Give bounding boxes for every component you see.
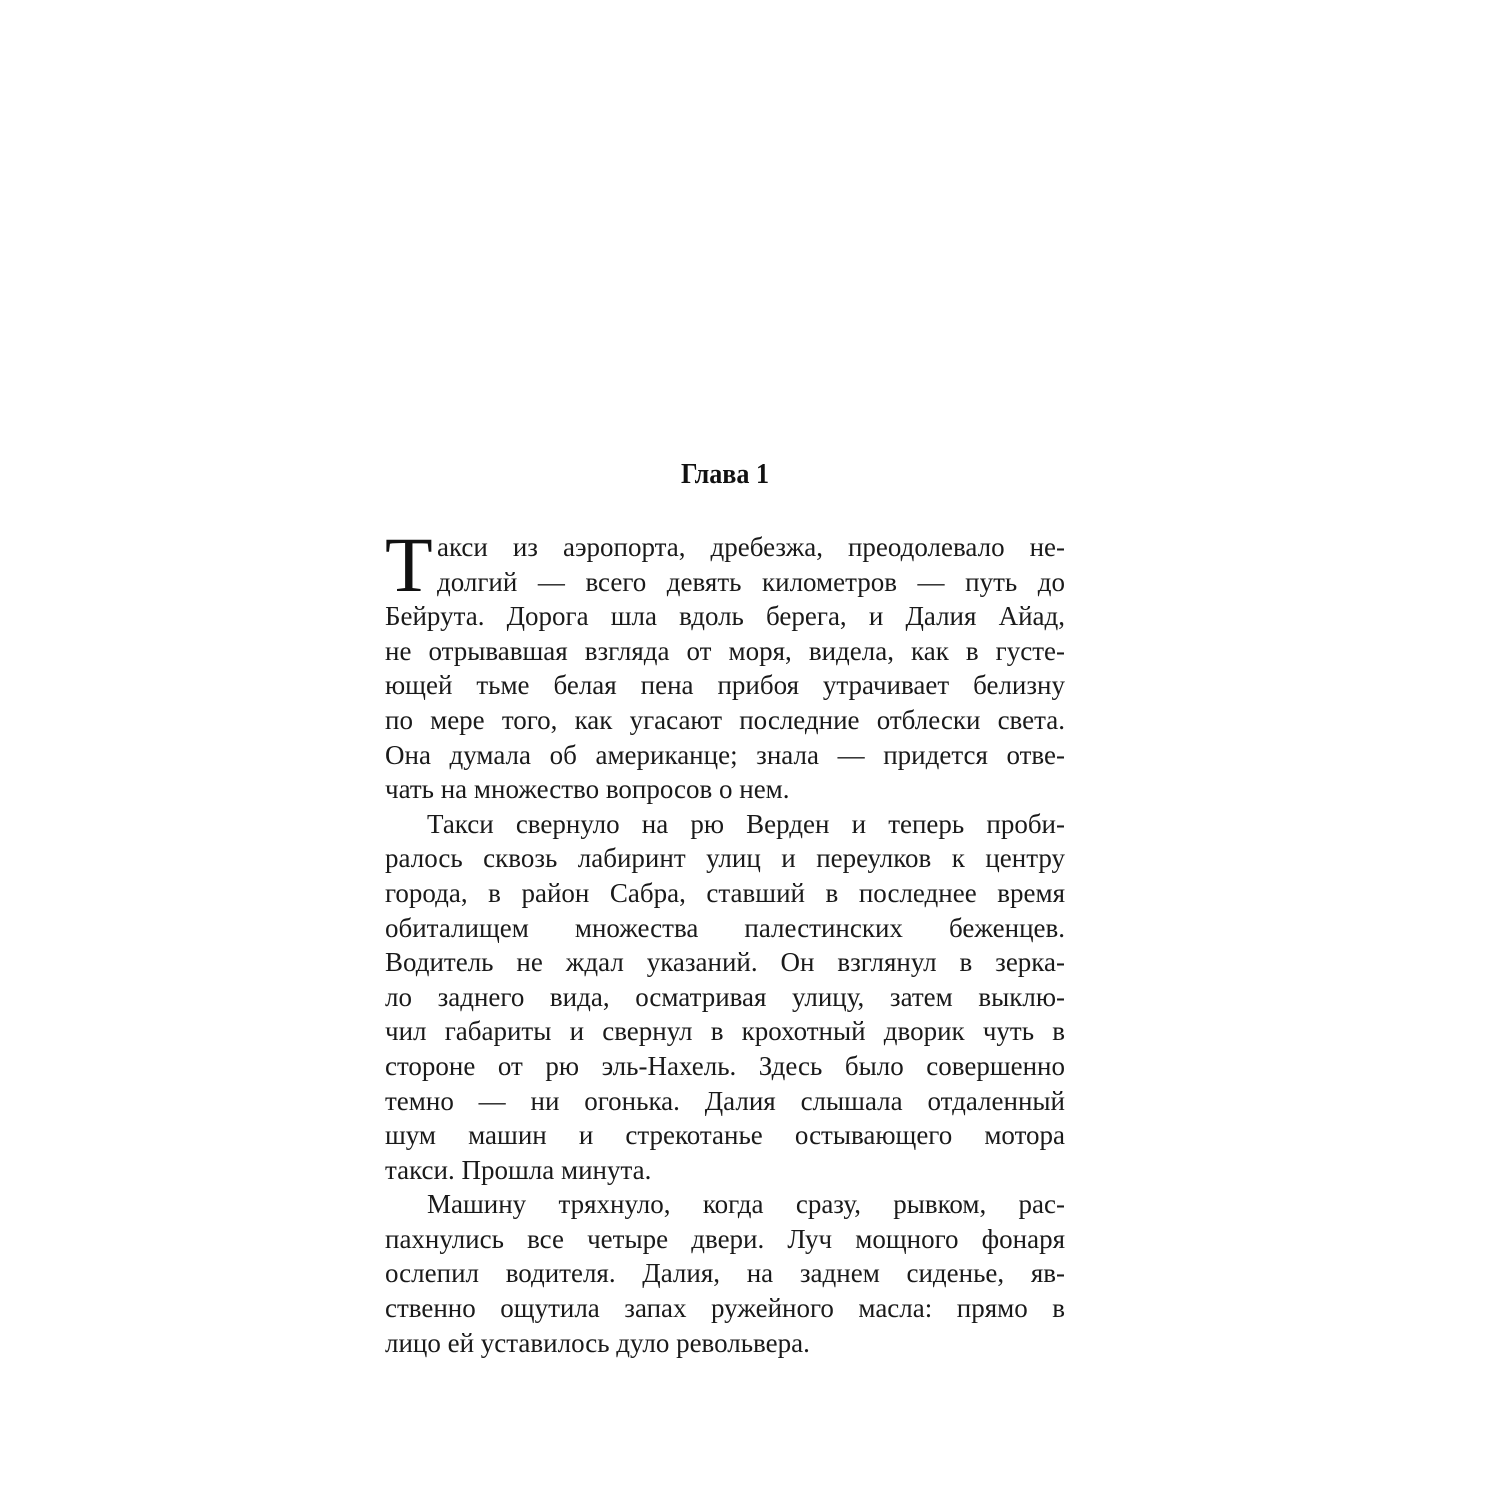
text-line: не отрывавшая взгляда от моря, видела, как в густе- [385,635,1065,666]
text-line: Бейрута. Дорога шла вдоль берега, и Далия Айад, [385,601,1065,632]
text-line: ственно ощутила запах ружейного масла: прямо в [385,1293,1065,1324]
paragraph-3 [385,1187,1065,1360]
text-line: акси из аэропорта, дребезжа, преодолевало не- [437,532,1065,562]
text-line: Такси свернуло на рю Верден и теперь проби- [427,808,1065,839]
text-line: ющей тьме белая пена прибоя утрачивает белизну [385,670,1065,701]
chapter-title: Глава 1 [680,458,770,490]
text-line: ралось сквозь лабиринт улиц и переулков к центру [385,843,1065,874]
text-line: ослепил водителя. Далия, на заднем сиденье, яв- [385,1258,1065,1289]
text-line: ло заднего вида, осматривая улицу, затем выклю- [385,981,1065,1012]
text-line: такси. Прошла минута. [385,1154,652,1185]
body-text [385,521,1065,1360]
text-line: по мере того, как угасают последние отблески света. [385,704,1065,735]
text-line: темно — ни огонька. Далия слышала отдаленный [385,1085,1065,1116]
drop-cap: Т [385,521,433,608]
text-line: чать на множество вопросов о нем. [385,774,790,805]
text-line: стороне от рю эль-Нахель. Здесь было совершенно [385,1050,1065,1081]
text-line: шум машин и стрекотанье остывающего мотора [385,1120,1065,1151]
text-line: лицо ей уставилось дуло револьвера. [385,1327,810,1358]
text-line: долгий — всего девять километров — путь до [437,566,1065,597]
text-line: пахнулись все четыре двери. Луч мощного фонаря [385,1223,1065,1254]
text-line: Она думала об американце; знала — придется отве- [385,739,1065,770]
paragraph-2 [385,807,1065,1188]
paragraph-1 [385,521,1065,807]
text-line: города, в район Сабра, ставший в последнее время [385,877,1065,908]
text-line: обиталищем множества палестинских беженцев. [385,912,1065,943]
text-line: Машину тряхнуло, когда сразу, рывком, рас- [427,1189,1065,1220]
text-line: Водитель не ждал указаний. Он взглянул в зерка- [385,947,1065,978]
text-line: чил габариты и свернул в крохотный дворик чуть в [385,1016,1065,1047]
